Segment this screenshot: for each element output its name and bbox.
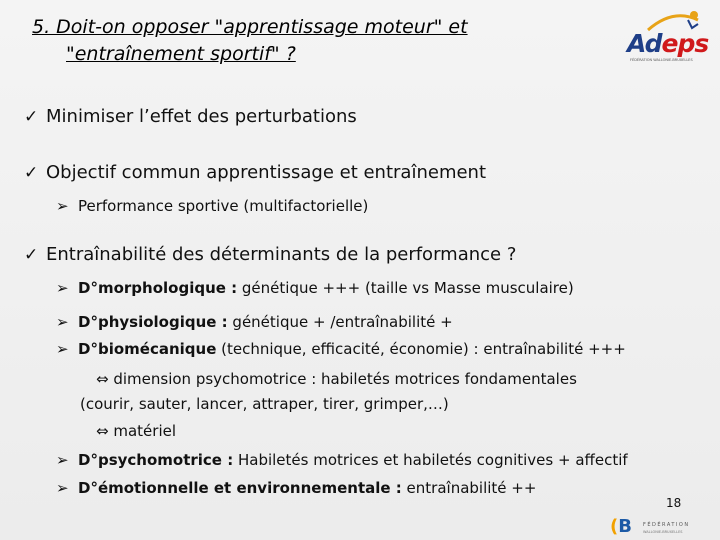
check-icon: ✓ [24, 163, 39, 183]
bullet-item-3: ✓ Entraînabilité des déterminants de la performance ? [24, 244, 517, 265]
arrow-icon: ➢ [56, 340, 69, 358]
biomecanique-detail-1: ⇔ dimension psychomotrice : habiletés motrices fondamentales [96, 370, 577, 388]
federation-logo [610, 516, 714, 538]
adeps-logo [618, 6, 709, 70]
arrow-icon: ➢ [56, 313, 69, 331]
bullet-item-2: ✓ Objectif commun apprentissage et entraînement [24, 162, 487, 183]
determinant-psychomotrice: ➢ D°psychomotrice : Habiletés motrices et habiletés cognitives + affectif [56, 451, 628, 469]
determinant-morphologique: ➢ D°morphologique : génétique +++ (taille vs Masse musculaire) [56, 279, 574, 297]
bullet-item-1: ✓ Minimiser l’effet des perturbations [24, 106, 357, 127]
determinant-physiologique: ➢ D°physiologique : génétique + /entraînabilité + [56, 313, 453, 331]
arrow-icon: ➢ [56, 451, 69, 469]
arrow-icon: ➢ [56, 197, 69, 215]
arrow-icon: ➢ [56, 279, 69, 297]
logo-wordmark: Adeps [627, 29, 709, 58]
sub-item-performance: ➢ Performance sportive (multifactorielle) [56, 197, 369, 215]
logo-subtext: FÉDÉRATION WALLONIE-BRUXELLES [630, 58, 693, 62]
slide-title [32, 14, 592, 68]
arrow-icon: ➢ [56, 479, 69, 497]
check-icon: ✓ [24, 107, 39, 127]
federation-mark-icon: (B [610, 516, 632, 537]
biomecanique-detail-1-cont: (courir, sauter, lancer, attraper, tirer, grimper,…) [80, 395, 449, 413]
check-icon: ✓ [24, 245, 39, 265]
determinant-biomecanique: ➢ D°biomécanique (technique, efficacité, économie) : entraînabilité +++ [56, 340, 626, 358]
determinant-emotionnelle: ➢ D°émotionnelle et environnementale : entraînabilité ++ [56, 479, 537, 497]
double-arrow-icon: ⇔ [96, 422, 109, 440]
title-line-2: "entraînement sportif" ? [66, 43, 296, 65]
page-number: 18 [666, 496, 682, 510]
biomecanique-detail-2: ⇔ matériel [96, 422, 177, 440]
double-arrow-icon: ⇔ [96, 370, 109, 388]
federation-text: FÉDÉRATION [643, 522, 690, 528]
federation-subtext: WALLONIE-BRUXELLES [643, 530, 683, 534]
title-line-1: 5. Doit-on opposer "apprentissage moteur" et [32, 16, 468, 38]
